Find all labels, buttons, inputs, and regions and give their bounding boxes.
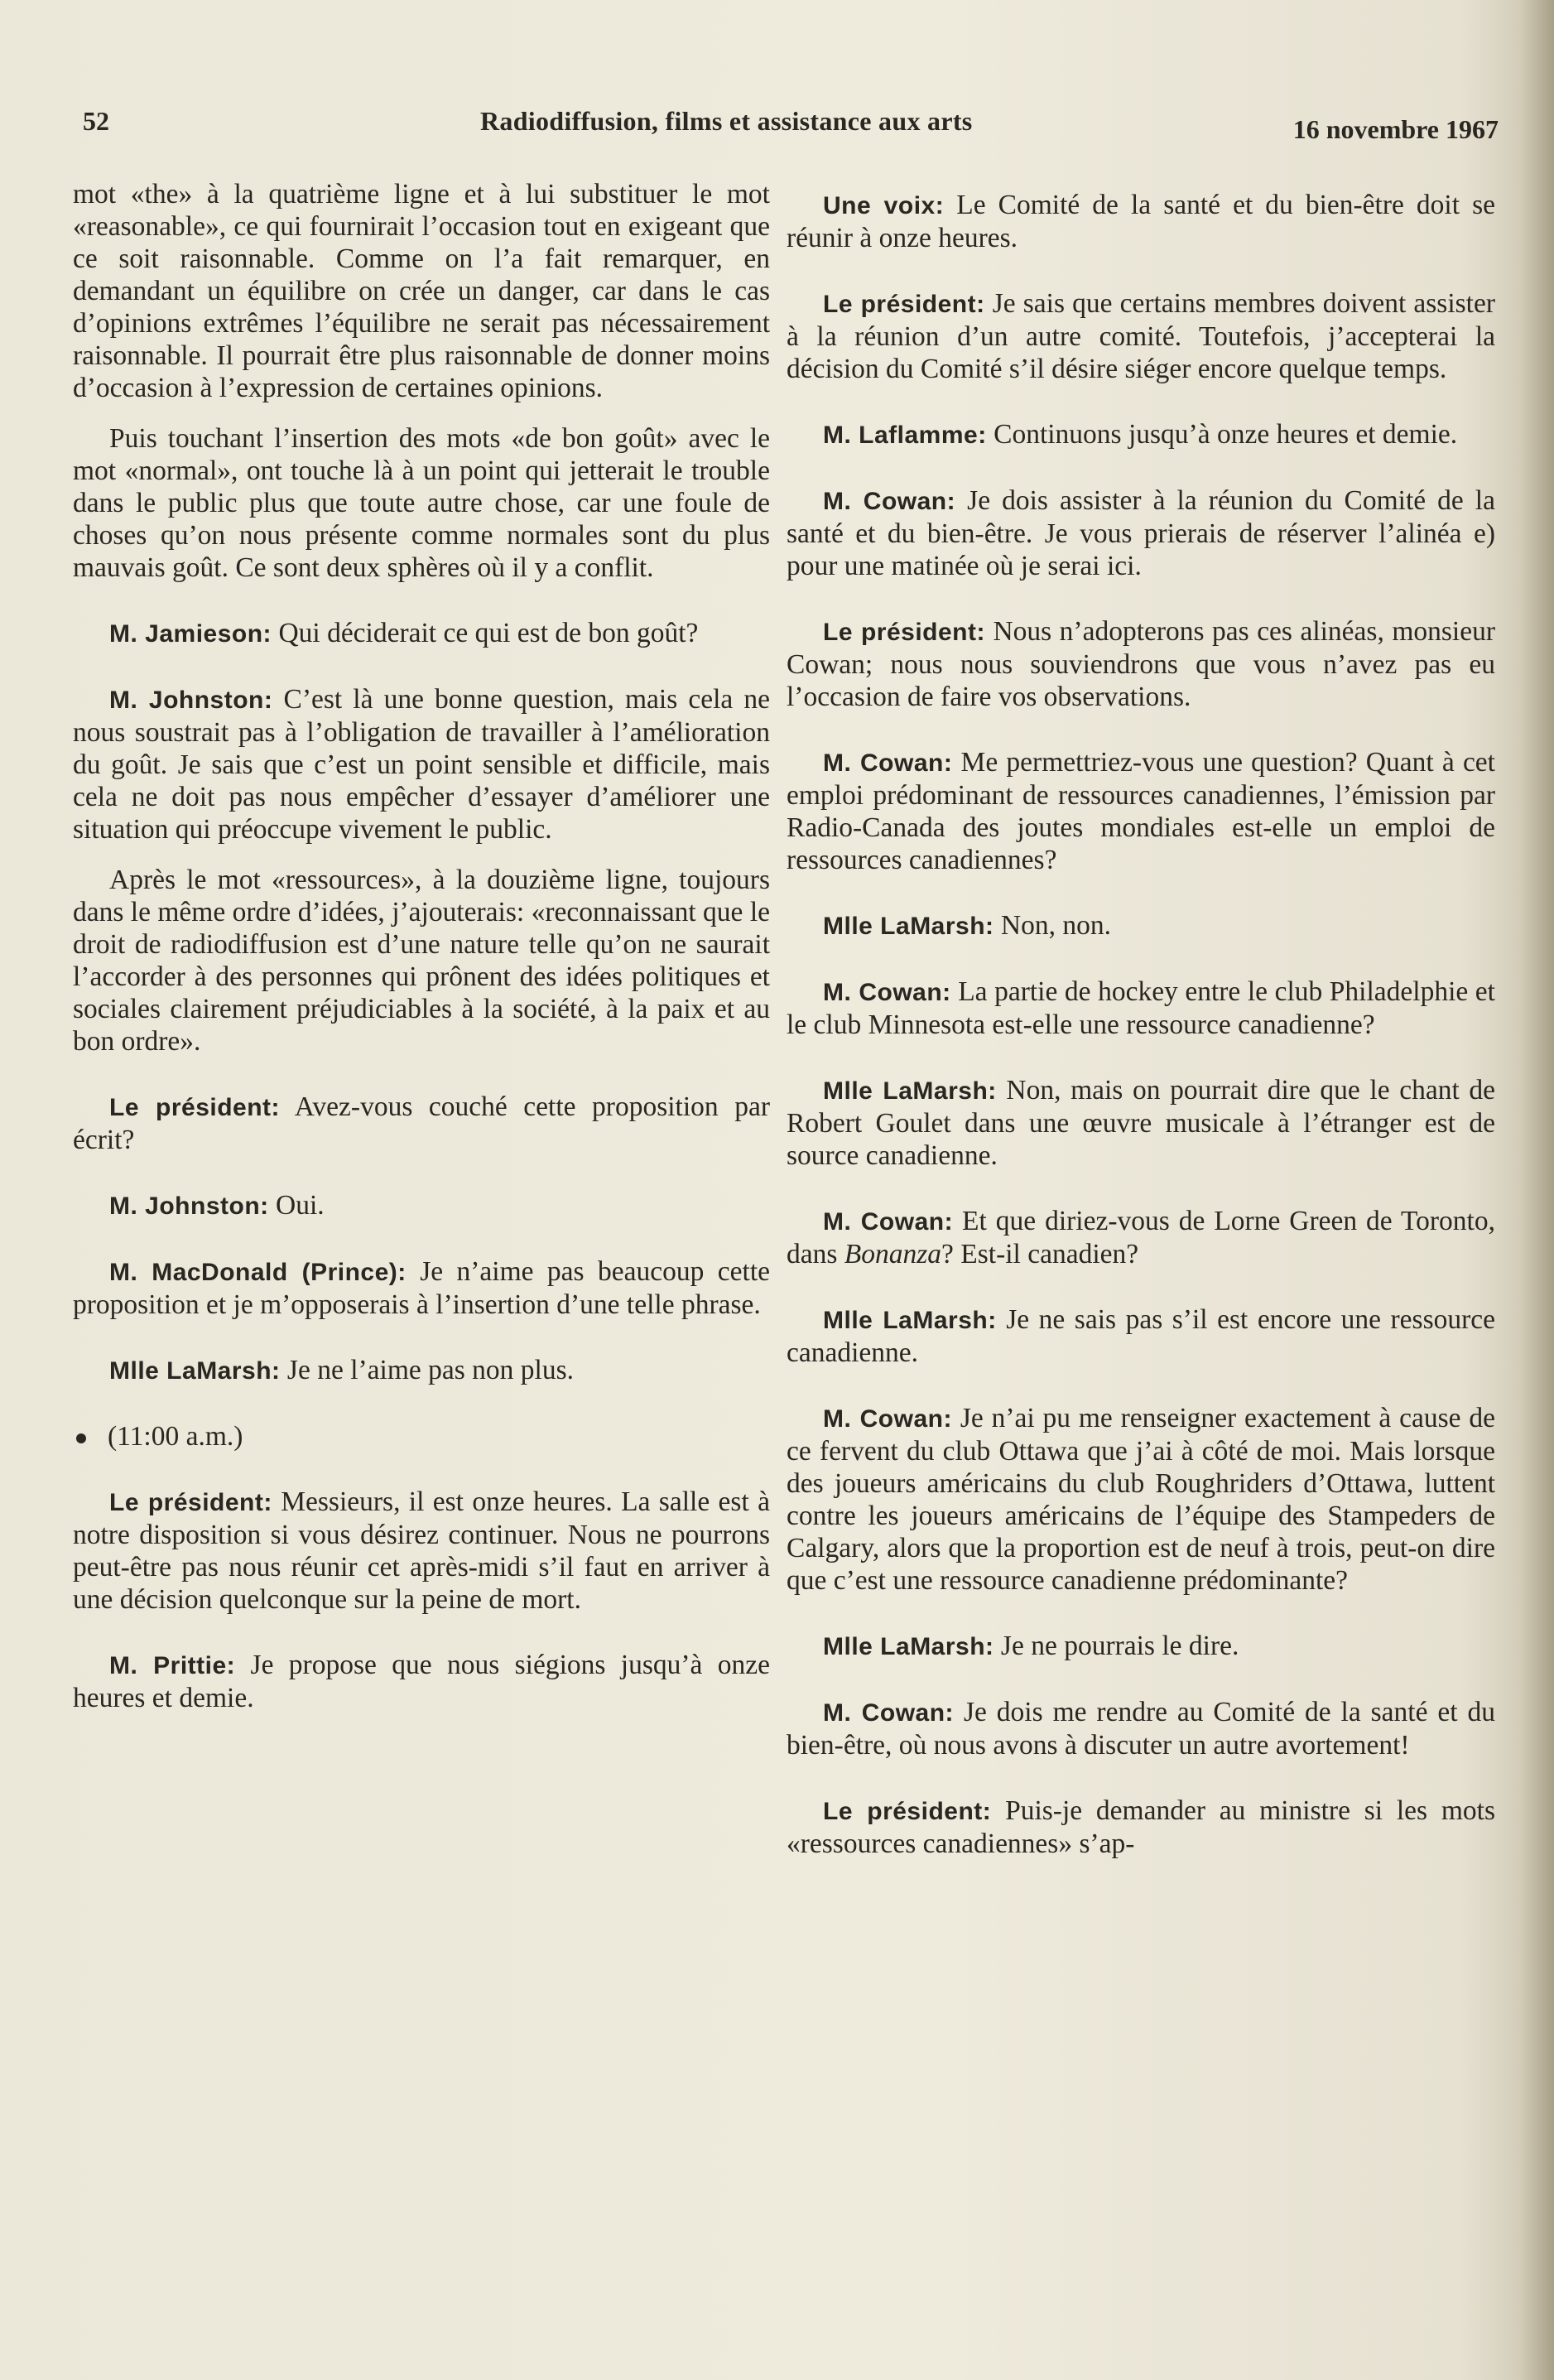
bullet-icon — [76, 1433, 86, 1443]
speech: Mlle LaMarsh: Je ne pourrais le dire. — [823, 1631, 1239, 1661]
page-edge-shadow — [1518, 0, 1554, 2380]
speech: M. Cowan: Et que diriez-vous de Lorne Green de Toronto, dans Bonanza? Est-il canadien? — [787, 1206, 1495, 1269]
running-header — [83, 106, 1499, 156]
speaker-name: Le président: — [823, 1798, 992, 1825]
speaker-name: Le président: — [823, 291, 985, 318]
speech: M. Cowan: Me permettriez-vous une question? Quant à cet emploi prédominant de ressources canadiennes, l’émission par Radio-Canada des joutes mondiales est-elle un emploi de ressources canadiennes? — [787, 747, 1495, 875]
speaker-name: M. Cowan: — [823, 488, 956, 515]
paragraph: Après le mot «ressources», à la douzième ligne, toujours dans le même ordre d’idées, j’ajouterais: «reconnaissant que le droit de radiodiffusion est d’une nature telle qu’on ne saurait l’accorder à des personnes qui prônent des idées politiques et sociales clairement préjudiciables à la société, à la paix et au bon ordre». — [73, 865, 770, 1057]
speaker-name: Mlle LaMarsh: — [823, 1307, 997, 1334]
speech: Mlle LaMarsh: Je ne l’aime pas non plus. — [109, 1355, 575, 1385]
speaker-name: Mlle LaMarsh: — [109, 1357, 281, 1385]
time-marker: (11:00 a.m.) — [73, 1420, 770, 1453]
speech: Le président: Je sais que certains membres doivent assister à la réunion d’un autre comité. Toutefois, j’accepterai la décision du Comité s’il désire siéger encore quelque temps. — [787, 288, 1495, 384]
speech: M. Laflamme: Continuons jusqu’à onze heures et demie. — [823, 419, 1458, 450]
speaker-name: Mlle LaMarsh: — [823, 1077, 997, 1105]
speaker-name: Mlle LaMarsh: — [823, 913, 994, 940]
speech: M. MacDonald (Prince): Je n’aime pas beaucoup cette proposition et je m’opposerais à l’insertion d’une telle phrase. — [73, 1256, 770, 1320]
speech: Mlle LaMarsh: Non, mais on pourrait dire que le chant de Robert Goulet dans une œuvre musicale à l’étranger est de source canadienne. — [787, 1075, 1495, 1171]
speech: M. Johnston: Oui. — [109, 1190, 325, 1221]
speaker-name: Le président: — [109, 1489, 272, 1516]
speech: Le président: Nous n’adopterons pas ces alinéas, monsieur Cowan; nous nous souviendrons que vous n’avez pas eu l’occasion de faire vos observations. — [787, 616, 1495, 712]
speech: M. Prittie: Je propose que nous siégions jusqu’à onze heures et demie. — [73, 1650, 771, 1713]
page-number: 52 — [83, 106, 109, 136]
speaker-name: Une voix: — [823, 192, 945, 219]
paragraph: Puis touchant l’insertion des mots «de bon goût» avec le mot «normal», ont touche là à un point qui jetterait le trouble dans le public plus que toute autre chose, car une foule de choses qu’on nous présente comme normales sont du plus mauvais goût. Ce sont deux sphères où il y a conflit. — [73, 423, 770, 583]
speaker-name: M. MacDonald (Prince): — [109, 1259, 407, 1286]
paragraph: mot «the» à la quatrième ligne et à lui substituer le mot «reasonable», ce qui fournirait l’occasion tout en exigeant que ce soit raisonnable. Comme on l’a fait remarquer, en demandant un équilibre on crée un danger, car dans le cas d’opinions extrêmes l’équilibre ne serait pas nécessairement raisonnable. Il pourrait être plus raisonnable de donner moins d’occasion à l’expression de certaines opinions. — [73, 179, 770, 403]
speech: Mlle LaMarsh: Non, non. — [823, 910, 1111, 941]
speaker-name: M. Prittie: — [109, 1652, 236, 1679]
speaker-name: M. Cowan: — [823, 1699, 955, 1727]
speaker-name: M. Cowan: — [823, 1405, 952, 1433]
speech: M. Cowan: Je dois assister à la réunion du Comité de la santé et du bien-être. Je vous prierais de réserver l’alinéa e) pour une matinée où je serai ici. — [787, 485, 1495, 581]
speech: Le président: Avez-vous couché cette proposition par écrit? — [73, 1091, 770, 1155]
speaker-name: M. Cowan: — [823, 1208, 954, 1236]
speaker-name: Le président: — [823, 619, 985, 646]
speaker-name: Mlle LaMarsh: — [823, 1633, 994, 1660]
speaker-name: Le président: — [109, 1094, 281, 1121]
speaker-name: M. Jamieson: — [109, 620, 272, 648]
speech: Une voix: Le Comité de la santé et du bien-être doit se réunir à onze heures. — [787, 190, 1495, 253]
left-column — [73, 178, 770, 1732]
header-date: 16 novembre 1967 — [1292, 114, 1499, 144]
speech: M. Cowan: Je dois me rendre au Comité de la santé et du bien-être, où nous avons à discuter un autre avortement! — [787, 1697, 1495, 1761]
speaker-name: M. Laflamme: — [823, 422, 987, 449]
speech: M. Jamieson: Qui déciderait ce qui est de bon goût? — [109, 618, 699, 648]
speech: Le président: Messieurs, il est onze heures. La salle est à notre disposition si vous désirez continuer. Nous ne pourrons peut-être pas nous réunir cet après-midi s’il faut en arriver à une décision quelconque sur la peine de mort. — [73, 1486, 770, 1615]
speaker-name: M. Cowan: — [823, 749, 953, 777]
speech: Le président: Puis-je demander au ministre si les mots «ressources canadiennes» s’ap- — [787, 1795, 1495, 1859]
header-title: Radiodiffusion, films et assistance aux arts — [480, 106, 973, 136]
speech: M. Cowan: Je n’ai pu me renseigner exactement à cause de ce fervent du club Ottawa que j’ai à côté de moi. Mais lorsque des joueurs américains du club Roughriders d’Ottawa, luttent contre les joueurs américains de l’équipe des Stampeders de Calgary, alors que la proportion est de neuf à trois, peut-on dire que c’est une ressource canadienne prédominante? — [787, 1403, 1495, 1596]
right-column — [787, 189, 1495, 1878]
speaker-name: M. Cowan: — [823, 979, 951, 1006]
speech: M. Cowan: La partie de hockey entre le club Philadelphie et le club Minnesota est-elle une ressource canadienne? — [787, 976, 1495, 1040]
speech: M. Johnston: C’est là une bonne question, mais cela ne nous soustrait pas à l’obligation de travailler à l’amélioration du goût. Je sais que c’est un point sensible et difficile, mais cela ne doit pas nous empêcher d’essayer d’améliorer une situation qui préoccupe vivement le public. — [73, 684, 771, 845]
speaker-name: M. Johnston: — [109, 687, 273, 714]
speech: Mlle LaMarsh: Je ne sais pas s’il est encore une ressource canadienne. — [787, 1304, 1496, 1368]
speaker-name: M. Johnston: — [109, 1192, 269, 1220]
